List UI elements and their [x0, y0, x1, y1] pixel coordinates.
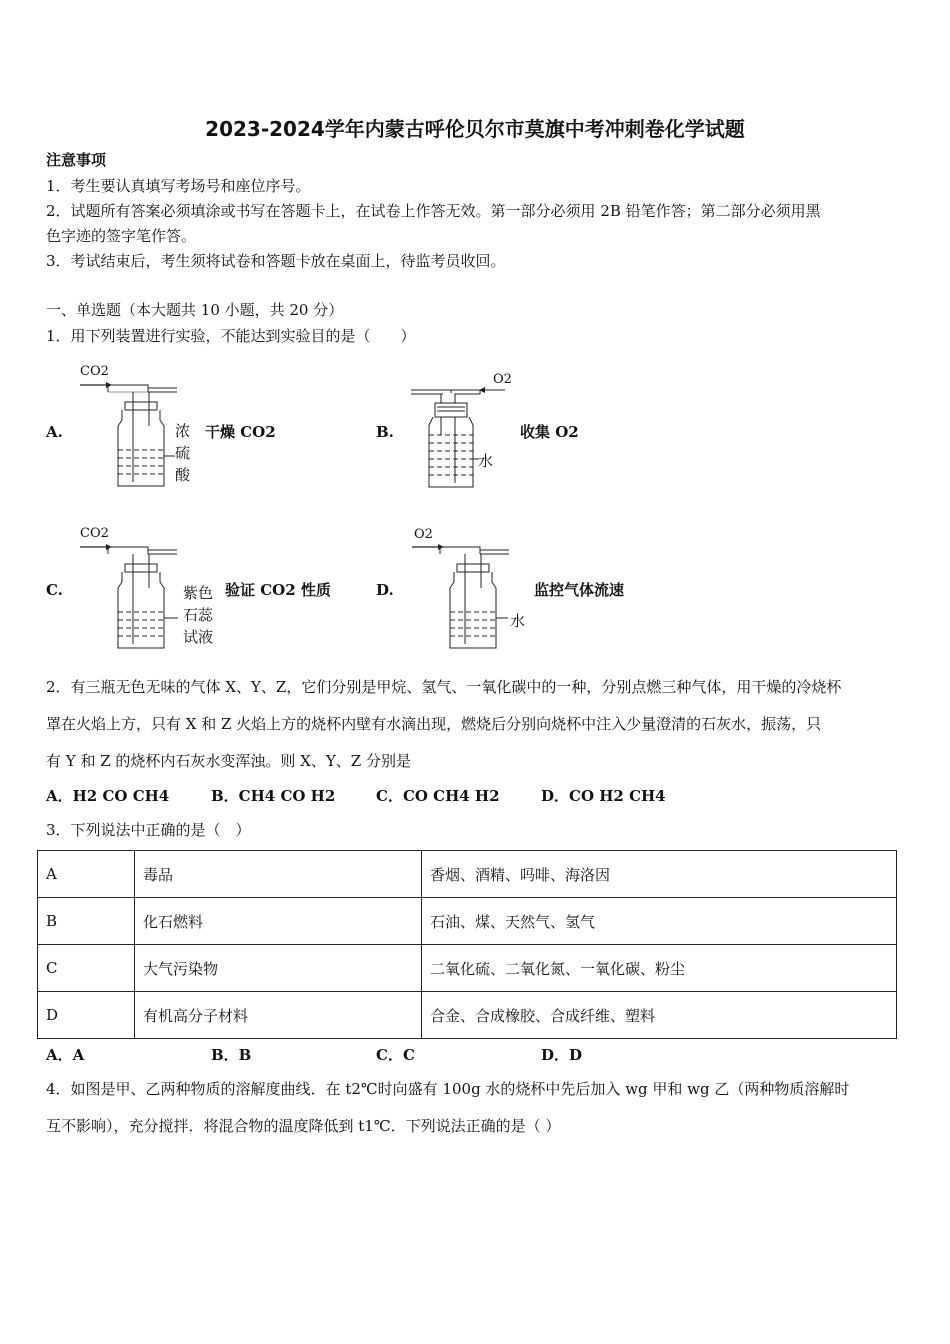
table-cell: 香烟、酒精、吗啡、海洛因 — [422, 851, 897, 898]
table-cell: 有机高分子材料 — [135, 992, 422, 1039]
q1-c-liquid-label: 紫色 石蕊 试液 — [183, 584, 214, 646]
table-row — [38, 898, 897, 945]
question-4-line: 4．如图是甲、乙两种物质的溶解度曲线．在 t2℃时向盛有 100g 水的烧杯中先后加入 wg 甲和 wg 乙（两种物质溶解时 — [46, 1080, 850, 1098]
notice-heading: 注意事项 — [46, 151, 107, 169]
q3-option-d[interactable]: D．D — [541, 1046, 583, 1064]
q1-d-gas-label: O2 — [414, 527, 433, 542]
q1-b-gas-label: O2 — [493, 372, 512, 387]
table-cell: 二氧化硫、二氧化氮、一氧化碳、粉尘 — [422, 945, 897, 992]
q1-a-purpose: 干燥 CO2 — [205, 423, 276, 441]
question-3-stem: 3．下列说法中正确的是（ ） — [46, 821, 251, 839]
q2-option-c[interactable]: C．CO CH4 H2 — [376, 787, 500, 805]
q2-option-a[interactable]: A．H2 CO CH4 — [46, 787, 170, 805]
page-title: 2023-2024学年内蒙古呼伦贝尔市莫旗中考冲刺卷化学试题 — [205, 117, 745, 141]
section-heading: 一、单选题（本大题共 10 小题，共 20 分） — [46, 301, 344, 319]
question-1-stem: 1．用下列装置进行实验，不能达到实验目的是（ ） — [46, 327, 416, 345]
notice-item: 2．试题所有答案必须填涂或书写在答题卡上，在试卷上作答无效。第一部分必须用 2B 铅笔作答；第二部分必须用黑 — [46, 202, 821, 220]
q3-option-c[interactable]: C．C — [376, 1046, 415, 1064]
question-2-line: 有 Y 和 Z 的烧杯内石灰水变浑浊。则 X、Y、Z 分别是 — [46, 752, 411, 770]
table-row — [38, 851, 897, 898]
notice-item: 1．考生要认真填写考场号和座位序号。 — [46, 177, 311, 195]
q1-c-purpose: 验证 CO2 性质 — [225, 581, 331, 599]
q1-option-b-letter: B. — [376, 423, 394, 441]
q1-b-purpose: 收集 O2 — [520, 423, 579, 441]
q1-d-purpose: 监控气体流速 — [534, 581, 625, 599]
question-2-line: 2．有三瓶无色无味的气体 X、Y、Z，它们分别是甲烷、氢气、一氧化碳中的一种，分别点燃三种气体，用干燥的冷烧杯 — [46, 678, 842, 696]
notice-item: 色字迹的签字笔作答。 — [46, 227, 197, 245]
notice-item: 3．考试结束后，考生须将试卷和答题卡放在桌面上，待监考员收回。 — [46, 252, 506, 270]
q2-option-d[interactable]: D．CO H2 CH4 — [541, 787, 666, 805]
gas-collecting-bottle-b — [405, 375, 515, 493]
table-cell: 合金、合成橡胶、合成纤维、塑料 — [422, 992, 897, 1039]
table-cell: B — [38, 898, 135, 945]
question-4-line: 互不影响），充分搅拌．将混合物的温度降低到 t1℃．下列说法正确的是（ ） — [46, 1117, 561, 1135]
question-2-line: 罩在火焰上方，只有 X 和 Z 火焰上方的烧杯内壁有水滴出现，燃烧后分别向烧杯中注入少量澄清的石灰水，振荡，只 — [46, 715, 822, 733]
q1-option-c-letter: C. — [46, 581, 63, 599]
q1-a-gas-label: CO2 — [80, 364, 109, 379]
gas-washing-bottle-d — [410, 540, 525, 655]
q1-d-liquid-label: 水 — [510, 612, 526, 630]
q3-option-a[interactable]: A．A — [46, 1046, 85, 1064]
q1-c-gas-label: CO2 — [80, 526, 109, 541]
gas-washing-bottle-a — [78, 378, 188, 493]
q3-option-b[interactable]: B．B — [211, 1046, 252, 1064]
q1-a-liquid-label: 浓 硫 酸 — [175, 422, 191, 484]
q3-table — [37, 850, 897, 1039]
table-row — [38, 945, 897, 992]
q2-option-b[interactable]: B．CH4 CO H2 — [211, 787, 336, 805]
table-cell: 毒品 — [135, 851, 422, 898]
q1-b-liquid-label: 水 — [478, 452, 494, 470]
table-cell: A — [38, 851, 135, 898]
table-cell: C — [38, 945, 135, 992]
table-cell: 化石燃料 — [135, 898, 422, 945]
table-cell: 大气污染物 — [135, 945, 422, 992]
q1-option-d-letter: D. — [376, 581, 394, 599]
table-row — [38, 992, 897, 1039]
q1-option-a-letter: A. — [46, 423, 63, 441]
table-cell: D — [38, 992, 135, 1039]
gas-washing-bottle-c — [78, 540, 188, 655]
table-cell: 石油、煤、天然气、氢气 — [422, 898, 897, 945]
